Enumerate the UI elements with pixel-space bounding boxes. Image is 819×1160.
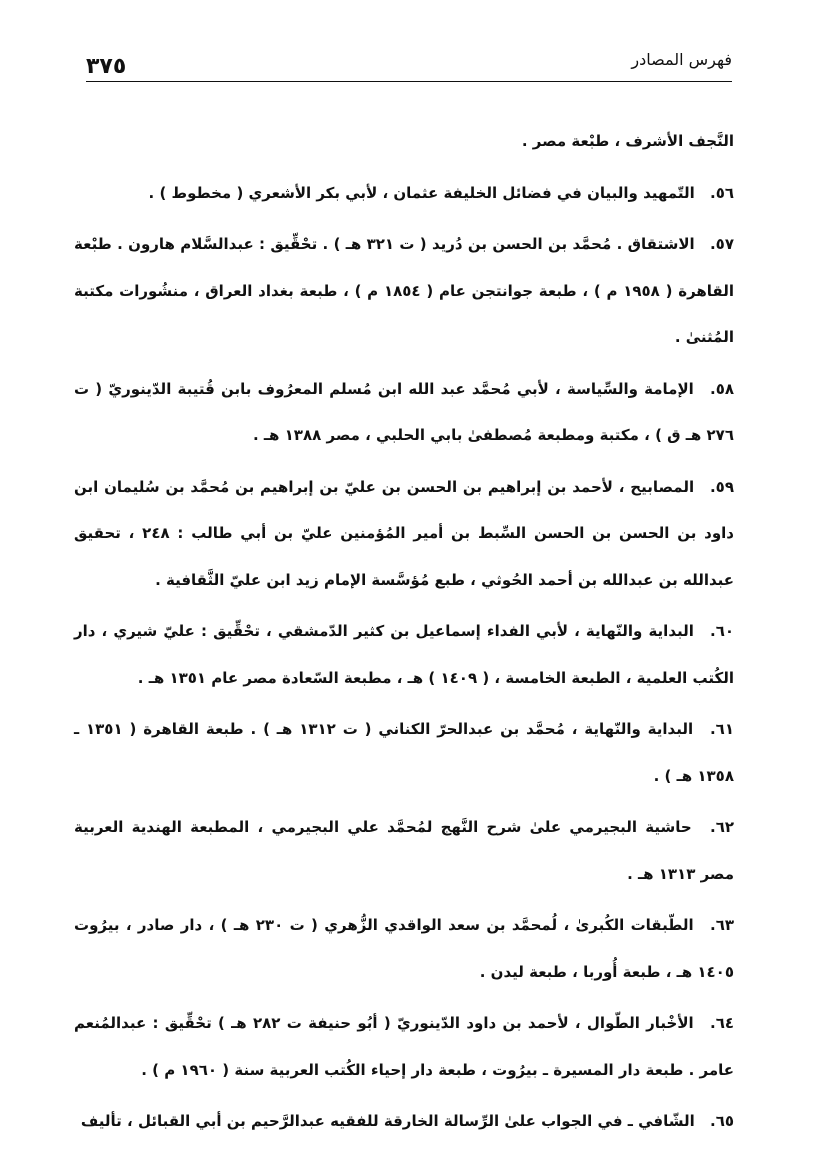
entry-number: ٦٣. — [709, 916, 734, 934]
entry-text: البداية والنّهاية ، لأبي الفداء إسماعيل بن كثير الدّمشقي ، تحْقِّيق : عليّ شيري ، دار الكُتب العلمية ، الطبعة الخامسة ، ( ١٤٠٩ ) هـ ، مطبعة السّعادة مصر عام ١٣٥١ هـ . — [74, 622, 734, 687]
entry-text: التّمهيد والبيان في فضائل الخليفة عثمان ، لأبي بكر الأشعري ( مخطوط ) . — [148, 183, 695, 202]
entry-64 — [74, 1000, 734, 1093]
entry-number: ٦٢. — [709, 818, 734, 836]
entry-number: ٥٧. — [709, 235, 734, 253]
entry-text: حاشية البجيرمي علىٰ شرح النَّهج لمُحمَّد علي البجيرمي ، المطبعة الهندية العربية مصر ١٣١٣ هـ . — [74, 818, 734, 883]
entry-65 — [74, 1098, 734, 1145]
entry-text: الأخْبار الطّوال ، لأحمد بن داود الدّينوريّ ( أبُو حنيفة ت ٢٨٢ هـ ) تحْقِّيق : عبدالمُنعم عامر . طبعة دار المسيرة ـ بيرُوت ، طبعة دار إحياء الكُتب العربية سنة ( ١٩٦٠ م ) . — [74, 1014, 734, 1079]
running-title: فهرس المصادر — [631, 50, 732, 69]
entry-60 — [74, 608, 734, 701]
entry-number: ٥٨. — [709, 379, 734, 398]
entry-continuation — [74, 118, 734, 165]
entry-text: الإمامة والسِّياسة ، لأبي مُحمَّد عبد الله ابن مُسلم المعرُوف بابن قُتيبة الدّينوريّ ( ت ٢٧٦ هـ ق ) ، مكتبة ومطبعة مُصطفىٰ بابي الحلبي ، مصر ١٣٨٨ هـ . — [74, 379, 734, 444]
entry-number: ٥٩. — [709, 477, 734, 496]
header-rule — [86, 81, 732, 82]
entry-text: الطّبقات الكُبرىٰ ، لُمحمَّد بن سعد الواقدي الزُّهري ( ت ٢٣٠ هـ ) ، دار صادر ، بيرُوت ١٤٠٥ هـ ، طبعة أُوربا ، طبعة ليدن . — [74, 916, 734, 981]
entry-number: ٥٦. — [709, 183, 734, 202]
entry-number: ٦١. — [709, 720, 734, 738]
entry-58 — [74, 366, 734, 459]
entry-text: المصابيح ، لأحمد بن إبراهيم بن الحسن بن عليّ بن إبراهيم بن مُحمَّد بن سُليمان ابن داود بن الحسن بن الحسن السِّبط بن أمير المُؤمنين عليّ بن أبي طالب : ٢٤٨ ، تحقيق عبدالله بن عبدالله بن أحمد الحُوثي ، طبع مُؤسَّسة الإمام زيد ابن عليّ الثَّقافية . — [74, 477, 734, 589]
entry-text: النَّجف الأشرف ، طبْعة مصر . — [521, 132, 734, 150]
sources-list — [74, 118, 734, 1150]
entry-56 — [74, 170, 734, 217]
entry-number: ٦٤. — [709, 1014, 734, 1032]
entry-number: ٦٥. — [709, 1112, 734, 1130]
entry-63 — [74, 902, 734, 995]
entry-text: الشّافي ـ في الجواب علىٰ الرِّسالة الخارقة للفقيه عبدالرَّحيم بن أبي القبائل ، تأليف — [80, 1112, 695, 1130]
page-header — [86, 50, 732, 90]
entry-62 — [74, 804, 734, 897]
entry-text: الاشتقاق . مُحمَّد بن الحسن بن دُريد ( ت ٣٢١ هـ ) . تحْقِّيق : عبدالسَّلام هارون . طبْعة القاهرة ( ١٩٥٨ م ) ، طبعة جوانتجن عام ( ١٨٥٤ م ) ، طبعة بغداد العراق ، منشُورات مكتبة المُثنىٰ . — [74, 235, 734, 346]
entry-59 — [74, 464, 734, 604]
entry-text: البداية والنّهاية ، مُحمَّد بن عبدالحرّ الكناني ( ت ١٣١٢ هـ ) . طبعة القاهرة ( ١٣٥١ ـ ١٣٥٨ هـ ) . — [74, 720, 734, 785]
entry-61 — [74, 706, 734, 799]
entry-number: ٦٠. — [709, 622, 734, 640]
page-number: ٣٧٥ — [86, 54, 127, 79]
entry-57 — [74, 221, 734, 361]
